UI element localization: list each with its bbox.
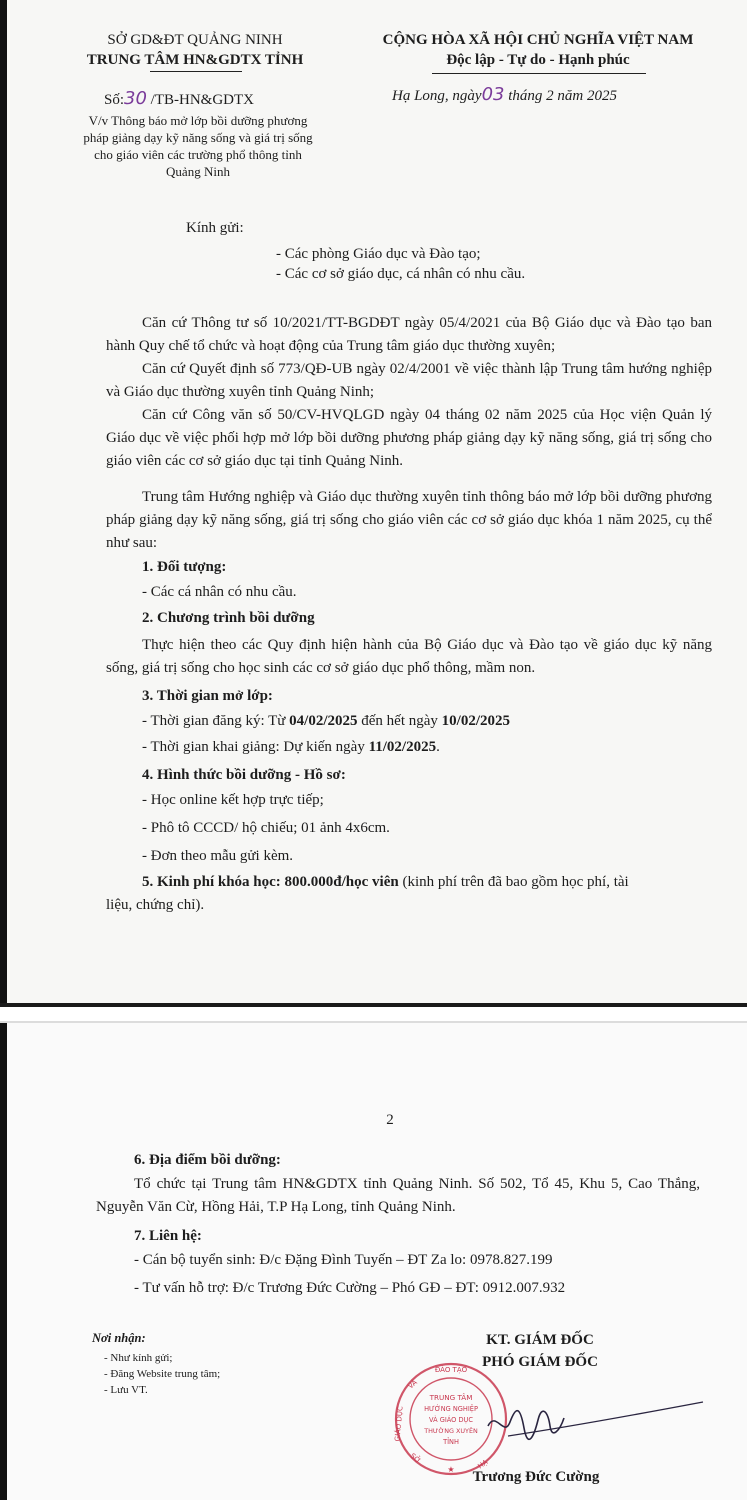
- recipient-item: - Các phòng Giáo dục và Đào tạo;: [276, 246, 481, 262]
- stamp-line: VÀ GIÁO DỤC: [429, 1416, 473, 1424]
- stamp-line: TỈNH: [443, 1438, 459, 1446]
- contact-item: - Cán bộ tuyển sinh: Đ/c Đặng Đình Tuyến – ĐT Za lo: 0978.827.199: [134, 1252, 553, 1268]
- section-5: [142, 872, 629, 893]
- section-3-title: 3. Thời gian mở lớp:: [142, 688, 273, 704]
- stamp-ring-text: SỞ: [408, 1451, 423, 1466]
- section-4-item: - Học online kết hợp trực tiếp;: [142, 792, 324, 808]
- sign-title-1: KT. GIÁM ĐỐC: [486, 1332, 594, 1348]
- subject-line: cho giáo viên các trường phổ thông tỉnh: [94, 147, 302, 162]
- section-1-title: 1. Đối tượng:: [142, 559, 227, 575]
- sign-title-2: PHÓ GIÁM ĐỐC: [482, 1354, 598, 1370]
- recipient-item: - Các cơ sở giáo dục, cá nhân có nhu cầu.: [276, 266, 526, 282]
- contact-item: - Tư vấn hỗ trợ: Đ/c Trương Đức Cường – Phó GĐ – ĐT: 0912.007.932: [134, 1280, 566, 1296]
- day-handwritten: 03: [481, 84, 505, 105]
- org-parent: SỞ GD&ĐT QUẢNG NINH: [107, 32, 283, 48]
- section-6-text: Tổ chức tại Trung tâm HN&GDTX tỉnh Quảng Ninh. Số 502, Tổ 45, Khu 5, Cao Thắng, Nguyễn Văn Cừ, Hồng Hải, T.P Hạ Long, tỉnh Quảng Ninh.: [96, 1176, 700, 1215]
- recipients-label: Kính gửi:: [186, 220, 244, 236]
- place-date: [392, 84, 617, 107]
- section-2-text: Thực hiện theo các Quy định hiện hành của Bộ Giáo dục và Đào tạo về giáo dục kỹ năng sống, giá trị sống cho học sinh các cơ sở giáo dục phổ thông, mầm non.: [106, 637, 712, 676]
- motto: Độc lập - Tự do - Hạnh phúc: [446, 52, 630, 68]
- stamp-line: THƯỜNG XUYÊN: [424, 1427, 478, 1435]
- section-5-text-continued: liệu, chứng chỉ).: [106, 897, 205, 913]
- opening-date-value: 11/02/2025: [368, 739, 437, 755]
- signer-name: Trương Đức Cường: [472, 1469, 600, 1485]
- paragraph-legal-basis-1: Căn cứ Thông tư số 10/2021/TT-BGDĐT ngày 05/4/2021 của Bộ Giáo dục và Đào tạo ban hành Quy chế tổ chức và hoạt động của Trung tâm giáo dục thường xuyên;: [106, 315, 712, 354]
- svg-text:★: ★: [447, 1465, 455, 1474]
- section-2-title: 2. Chương trình bồi dưỡng: [142, 610, 315, 626]
- paragraph-legal-basis-2: Căn cứ Quyết định số 773/QĐ-UB ngày 02/4/2001 về việc thành lập Trung tâm hướng nghiệp và Giáo dục thường xuyên tỉnh Quảng Ninh;: [106, 361, 712, 400]
- footer-recipients-label: Nơi nhận:: [92, 1331, 146, 1345]
- place-date-suffix: tháng 2 năm 2025: [508, 88, 617, 104]
- opening-suffix: .: [436, 739, 440, 755]
- subject-line: pháp giảng dạy kỹ năng sống và giá trị sống: [83, 130, 313, 145]
- section-7-title: 7. Liên hệ:: [134, 1228, 202, 1244]
- opening-prefix: - Thời gian khai giảng: Dự kiến ngày: [142, 739, 369, 755]
- section-4-item: - Phô tô CCCD/ hộ chiếu; 01 ảnh 4x6cm.: [142, 820, 390, 836]
- registration-mid: đến hết ngày: [357, 713, 442, 729]
- motto-underline: [432, 73, 646, 74]
- subject-line: V/v Thông báo mở lớp bồi dưỡng phương: [88, 113, 308, 128]
- signature: [478, 1392, 708, 1462]
- paragraph-announcement: Trung tâm Hướng nghiệp và Giáo dục thường xuyên tỉnh thông báo mở lớp bồi dưỡng phương pháp giảng dạy kỹ năng sống, giá trị sống cho giáo viên các cơ sở giáo dục khóa 1 năm 2025, cụ thể như sau:: [106, 489, 712, 551]
- footer-recipient-item: - Như kính gửi;: [104, 1352, 173, 1364]
- number-handwritten: 30: [124, 88, 147, 109]
- section-4-title: 4. Hình thức bồi dưỡng - Hồ sơ:: [142, 767, 346, 783]
- document-number: [104, 88, 254, 111]
- number-suffix: /TB-HN&GDTX: [150, 92, 254, 108]
- stamp-line: HƯỚNG NGHIỆP: [424, 1405, 478, 1413]
- subject-line: Quảng Ninh: [166, 164, 230, 179]
- stamp-ring-text: VÀ: [406, 1378, 419, 1391]
- org-name: TRUNG TÂM HN&GDTX TỈNH: [86, 52, 304, 68]
- footer-recipient-item: - Đăng Website trung tâm;: [104, 1368, 221, 1380]
- section-5-text: (kinh phí trên đã bao gồm học phí, tài: [398, 874, 629, 890]
- section-6-title: 6. Địa điểm bồi dưỡng:: [134, 1152, 281, 1168]
- registration-from: 04/02/2025: [289, 713, 358, 729]
- footer-recipients-list: [104, 1350, 220, 1398]
- org-underline: [150, 71, 242, 72]
- registration-to: 10/02/2025: [441, 713, 510, 729]
- number-prefix: Số:: [104, 92, 125, 108]
- stamp-ring-text: ĐÀO TẠO: [434, 1366, 468, 1374]
- place-date-prefix: Hạ Long, ngày: [392, 88, 482, 104]
- section-4-item: - Đơn theo mẫu gửi kèm.: [142, 848, 294, 864]
- opening-date: [142, 737, 440, 758]
- footer-recipient-item: - Lưu VT.: [104, 1384, 148, 1396]
- section-5-title: 5. Kinh phí khóa học: 800.000đ/học viên: [142, 874, 399, 890]
- page-number: 2: [386, 1112, 394, 1128]
- registration-period: [142, 711, 510, 732]
- registration-prefix: - Thời gian đăng ký: Từ: [142, 713, 290, 729]
- stamp-ring-text: HẠ: [476, 1458, 490, 1471]
- paragraph-legal-basis-3: Căn cứ Công văn số 50/CV-HVQLGD ngày 04 tháng 02 năm 2025 của Học viện Quản lý Giáo dục về việc phối hợp mở lớp bồi dưỡng phương pháp giảng dạy kỹ năng sống, giá trị sống cho giáo viên các cơ sở giáo dục tại tỉnh Quảng Ninh.: [106, 407, 712, 469]
- subject: [48, 112, 348, 180]
- section-1-item: - Các cá nhân có nhu cầu.: [142, 584, 297, 600]
- stamp-ring-text: GIÁO DỤC: [393, 1405, 405, 1442]
- country-name: CỘNG HÒA XÃ HỘI CHỦ NGHĨA VIỆT NAM: [382, 32, 694, 48]
- stamp-line: TRUNG TÂM: [429, 1393, 473, 1402]
